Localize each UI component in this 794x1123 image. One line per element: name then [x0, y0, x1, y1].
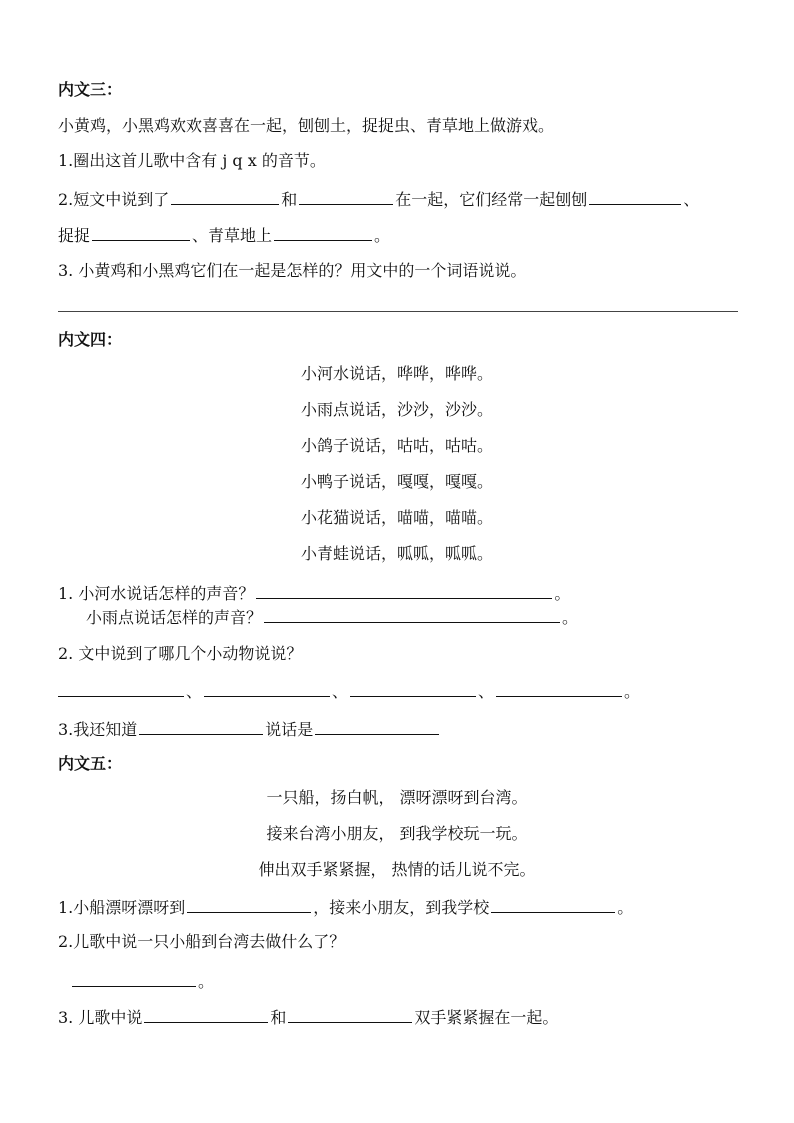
q1-end: 。 [554, 584, 571, 603]
answer-blank[interactable] [350, 680, 476, 697]
section4-question-2-blanks [58, 680, 640, 702]
q2-end: 。 [198, 972, 215, 991]
q2-mid: 在一起，它们经常一起刨刨 [395, 190, 588, 209]
poem-line: 小青蛙说话，呱呱，呱呱。 [300, 544, 493, 563]
answer-blank[interactable] [299, 188, 393, 205]
q1-prefix: 1.小船漂呀漂呀到 [58, 898, 186, 917]
section5-title: 内文五： [58, 754, 123, 773]
poem-line: 小河水说话，哗哗，哗哗。 [300, 364, 493, 383]
q1-end: 。 [617, 898, 634, 917]
answer-blank[interactable] [315, 718, 439, 735]
section4-question-1b [86, 606, 578, 628]
section3-question-2-cont [58, 224, 390, 246]
q1b-text: 小雨点说话怎样的声音？ [86, 608, 263, 627]
answer-blank[interactable] [171, 188, 279, 205]
q3-end: 双手紧紧握在一起。 [414, 1008, 559, 1027]
section5-question-3 [58, 1006, 558, 1028]
q2-prefix: 2.短文中说到了 [58, 190, 170, 209]
section3-title: 内文三： [58, 80, 123, 99]
answer-blank[interactable] [288, 1006, 412, 1023]
poem-line: 一只船，扬白帆， 漂呀漂呀到台湾。 [266, 788, 528, 807]
blank-sep: 、 [478, 682, 495, 701]
section5-question-2-answer [72, 970, 214, 992]
poem-line: 伸出双手紧紧握， 热情的话儿说不完。 [258, 860, 536, 879]
answer-blank[interactable] [92, 224, 190, 241]
q2-line2-prefix: 捉捉 [58, 226, 91, 245]
poem-line: 接来台湾小朋友， 到我学校玩一玩。 [266, 824, 528, 843]
blank-sep: 、 [186, 682, 203, 701]
answer-blank[interactable] [144, 1006, 268, 1023]
q2-and: 和 [281, 190, 298, 209]
section4-question-2: 2. 文中说到了哪几个小动物说说？ [58, 644, 303, 663]
section5-question-2: 2.儿歌中说一只小船到台湾去做什么了？ [58, 932, 346, 951]
q3-prefix: 3. 儿歌中说 [58, 1008, 143, 1027]
poem-line: 小雨点说话，沙沙，沙沙。 [300, 400, 493, 419]
q3-prefix: 3.我还知道 [58, 720, 138, 739]
q1-mid: ，接来小朋友，到我学校 [313, 898, 490, 917]
q3-mid: 说话是 [265, 720, 314, 739]
answer-blank[interactable] [204, 680, 330, 697]
q2-sep: 、 [683, 190, 700, 209]
answer-blank[interactable] [589, 188, 681, 205]
section4-title: 内文四： [58, 330, 123, 349]
answer-blank[interactable] [264, 606, 560, 623]
answer-blank[interactable] [72, 970, 196, 987]
q2-end: 。 [374, 226, 391, 245]
answer-blank[interactable] [256, 582, 552, 599]
poem-line: 小鸭子说话，嘎嘎，嘎嘎。 [300, 472, 493, 491]
q2-end: 。 [624, 682, 641, 701]
q1b-end: 。 [562, 608, 579, 627]
section4-question-3 [58, 718, 441, 740]
section3-passage: 小黄鸡，小黑鸡欢欢喜喜在一起，刨刨土，捉捉虫、青草地上做游戏。 [58, 116, 555, 135]
answer-blank[interactable] [139, 718, 263, 735]
answer-blank[interactable] [187, 896, 311, 913]
section3-question-3: 3. 小黄鸡和小黑鸡它们在一起是怎样的？用文中的一个词语说说。 [58, 261, 527, 280]
section5-question-1 [58, 896, 633, 918]
blank-sep: 、 [332, 682, 349, 701]
section3-question-1: 1.圈出这首儿歌中含有 j q x 的音节。 [58, 151, 326, 170]
q2-line2-mid: 、青草地上 [192, 226, 273, 245]
poem-line: 小鸽子说话，咕咕，咕咕。 [300, 436, 493, 455]
answer-blank[interactable] [491, 896, 615, 913]
answer-line[interactable] [58, 311, 738, 312]
poem-line: 小花猫说话，喵喵，喵喵。 [300, 508, 493, 527]
answer-blank[interactable] [496, 680, 622, 697]
q1-text: 1. 小河水说话怎样的声音？ [58, 584, 255, 603]
answer-blank[interactable] [58, 680, 184, 697]
q3-and: 和 [270, 1008, 287, 1027]
answer-blank[interactable] [274, 224, 372, 241]
section3-question-2 [58, 188, 699, 210]
section4-question-1 [58, 582, 570, 604]
